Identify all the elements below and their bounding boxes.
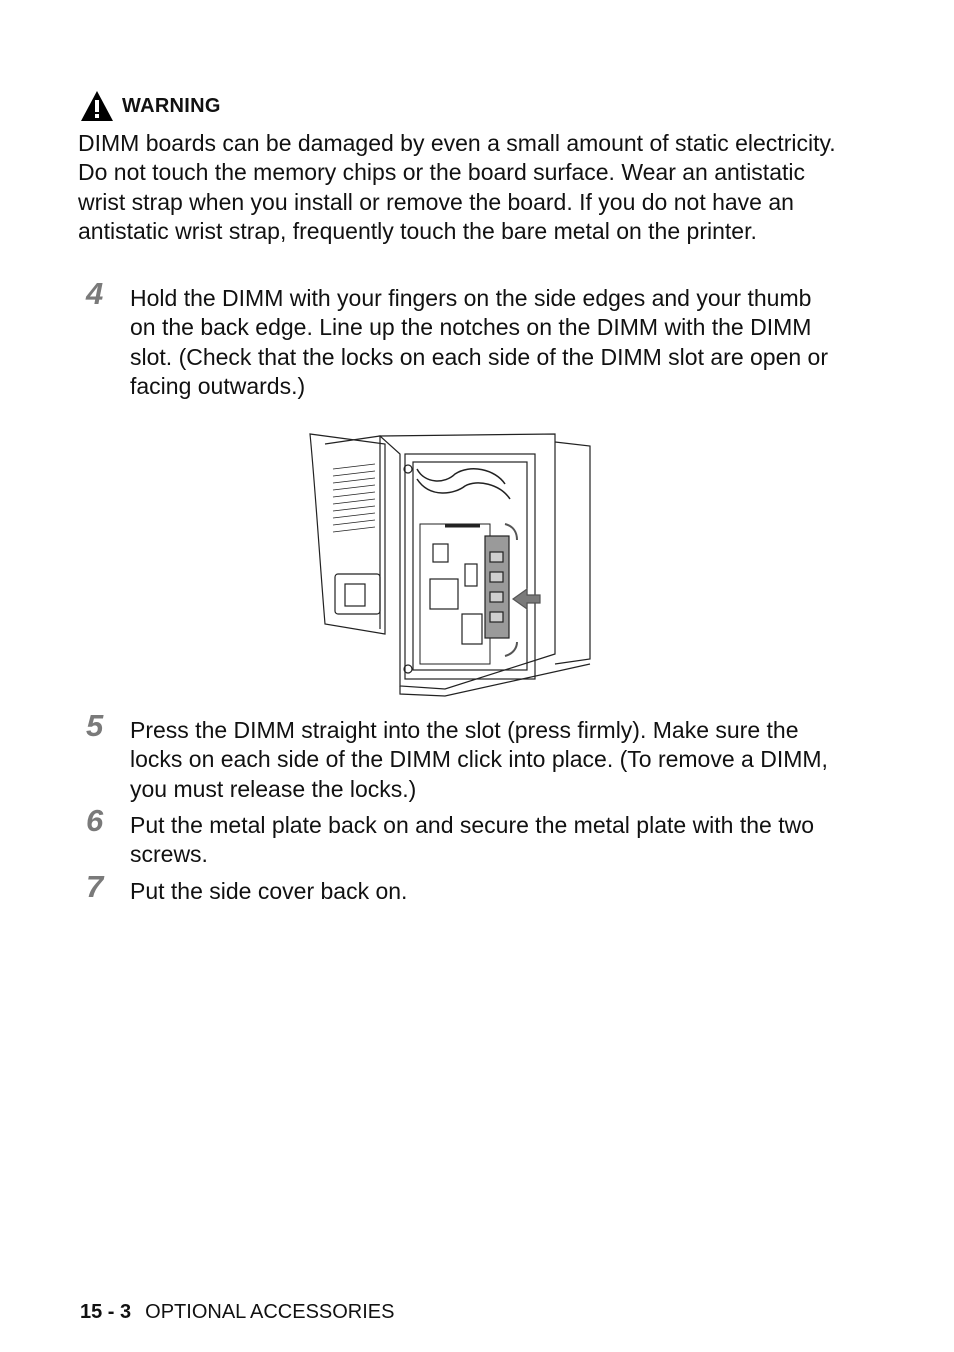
warning-text: DIMM boards can be damaged by even a small amount of static electricity. Do not touch the memory chips or the board surface. Wear an antistatic wrist strap when you install or remove the board. If you do not have an antistatic wrist strap, frequently touch the bare metal on the printer. [78,130,836,245]
step-6 [86,803,838,870]
printer-dimm-illustration [305,424,595,699]
step-number: 6 [86,803,104,838]
step-number: 5 [86,708,104,743]
warning-title: WARNING [122,94,221,117]
step-text: Press the DIMM straight into the slot (press firmly). Make sure the locks on each side of the DIMM click into place. (To remove a DIMM, you must release the locks.) [130,717,828,802]
step-4 [86,276,838,402]
page-footer [80,1301,394,1324]
step-text: Put the side cover back on. [130,878,408,904]
step-number: 4 [86,276,104,311]
step-number: 7 [86,869,104,904]
warning-header [80,90,221,122]
section-title: OPTIONAL ACCESSORIES [145,1301,395,1323]
step-7 [86,869,838,906]
step-text: Hold the DIMM with your fingers on the side edges and your thumb on the back edge. Line up the notches on the DIMM with the DIMM slot. (Check that the locks on each side of the DIMM slot are open or facing outwards.) [130,285,829,400]
warning-triangle-icon [80,90,114,122]
step-text: Put the metal plate back on and secure the metal plate with the two screws. [130,812,815,868]
page-number: 15 - 3 [80,1301,132,1323]
step-5 [86,708,838,804]
